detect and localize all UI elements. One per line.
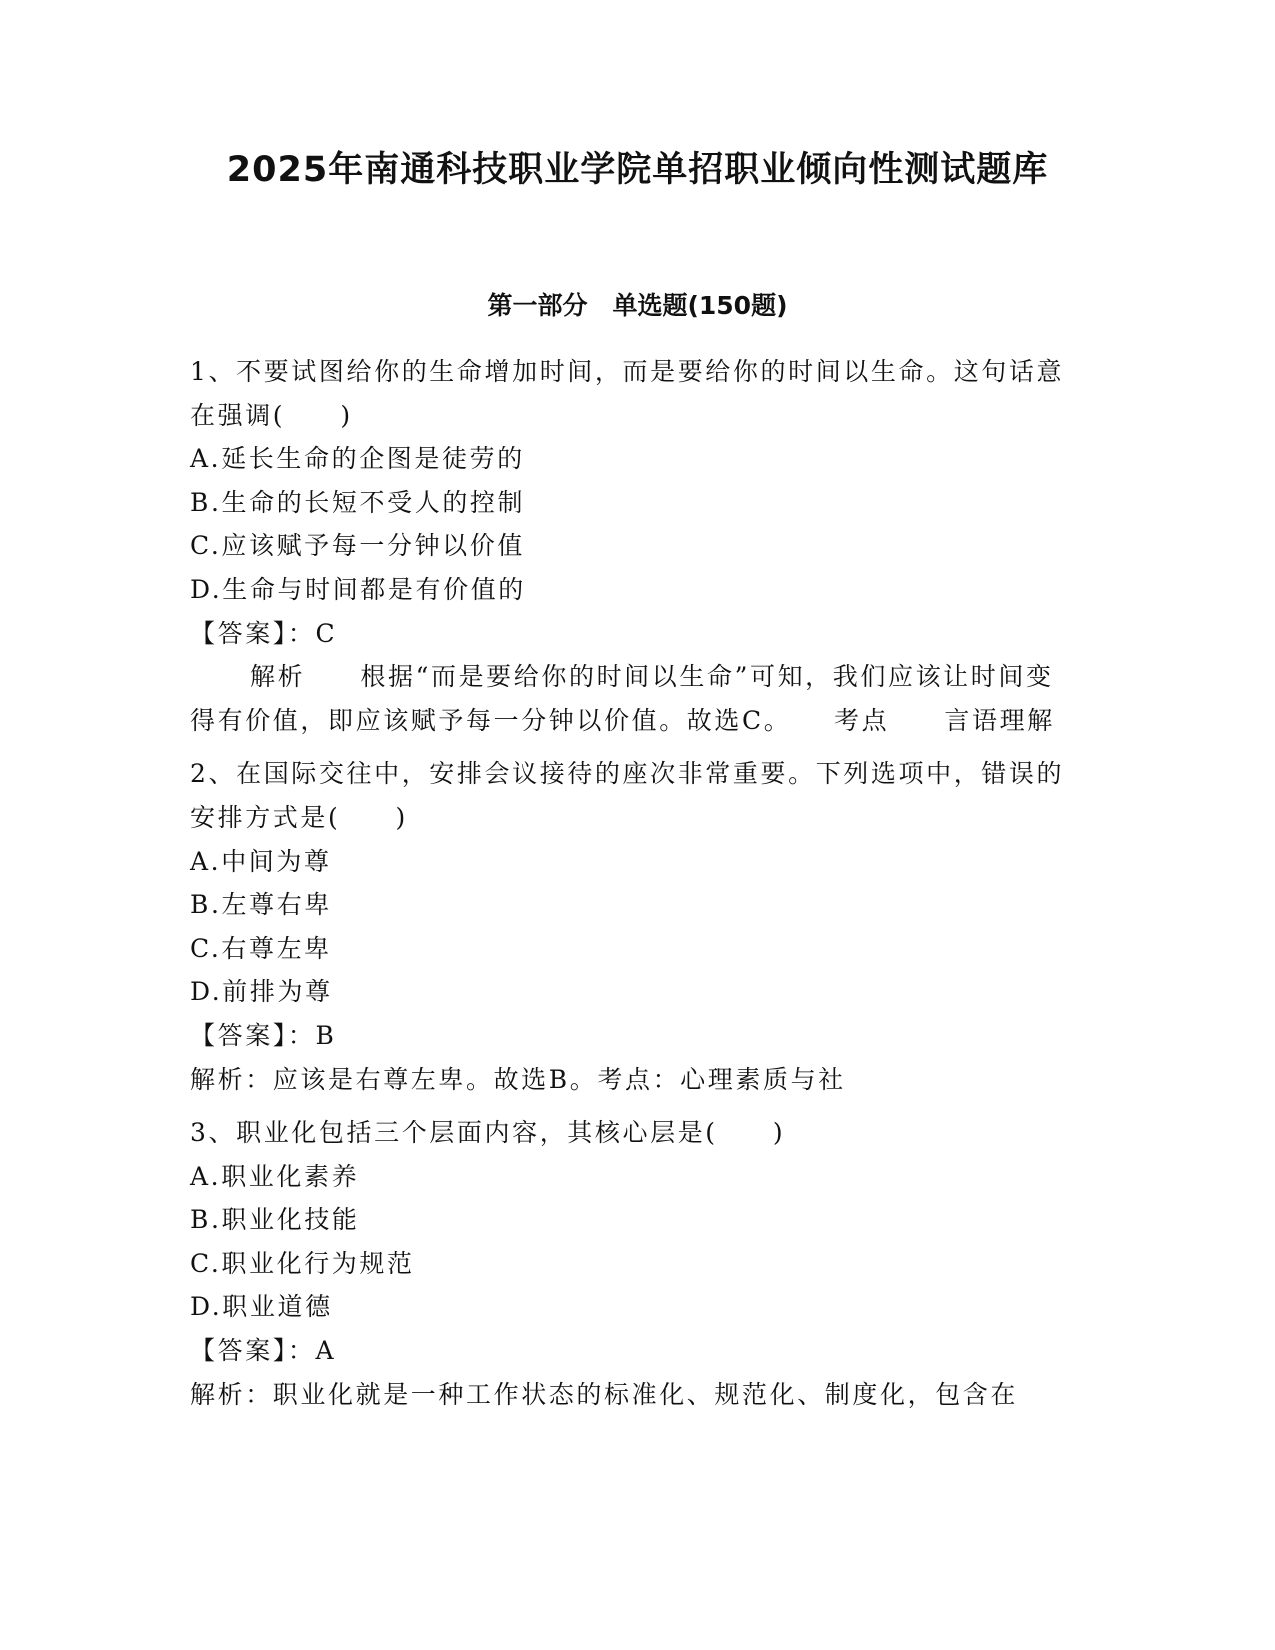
question-block <box>190 752 1070 1101</box>
section-heading: 第一部分 单选题(150题) <box>487 291 788 320</box>
analysis-text: 解析 根据“而是要给你的时间以生命”可知，我们应该让时间变得有价值，即应该赋予每一分钟以价值。故选C。 考点 言语理解 <box>190 662 1055 735</box>
option-b: B.职业化技能 <box>190 1205 360 1235</box>
option-c: C.职业化行为规范 <box>190 1248 415 1278</box>
question-stem: 3、职业化包括三个层面内容，其核心层是( ) <box>190 1118 786 1148</box>
option-c: C.应该赋予每一分钟以价值 <box>190 531 525 561</box>
option-a: A.延长生命的企图是徒劳的 <box>190 444 525 474</box>
question-list <box>190 350 1070 1426</box>
document-title: 2025年南通科技职业学院单招职业倾向性测试题库 <box>226 150 1049 190</box>
answer-line: 【答案】：C <box>190 618 338 648</box>
question-block <box>190 350 1070 742</box>
option-c: C.右尊左卑 <box>190 933 332 963</box>
question-stem: 2、在国际交往中，安排会议接待的座次非常重要。下列选项中，错误的安排方式是( ) <box>190 759 1065 832</box>
answer-line: 【答案】：B <box>190 1020 337 1050</box>
option-d: D.生命与时间都是有价值的 <box>190 574 526 604</box>
option-d: D.职业道德 <box>190 1292 333 1322</box>
option-b: B.生命的长短不受人的控制 <box>190 487 526 517</box>
analysis-text: 解析：职业化就是一种工作状态的标准化、规范化、制度化，包含在 <box>190 1379 1019 1409</box>
option-a: A.职业化素养 <box>190 1161 360 1191</box>
option-a: A.中间为尊 <box>190 846 332 876</box>
question-stem: 1、不要试图给你的生命增加时间，而是要给你的时间以生命。这句话意在强调( ) <box>190 357 1065 430</box>
option-d: D.前排为尊 <box>190 977 333 1007</box>
answer-line: 【答案】：A <box>190 1336 337 1366</box>
analysis-text: 解析：应该是右尊左卑。故选B。考点：心理素质与社 <box>190 1064 846 1094</box>
question-block <box>190 1111 1070 1416</box>
option-b: B.左尊右卑 <box>190 890 332 920</box>
